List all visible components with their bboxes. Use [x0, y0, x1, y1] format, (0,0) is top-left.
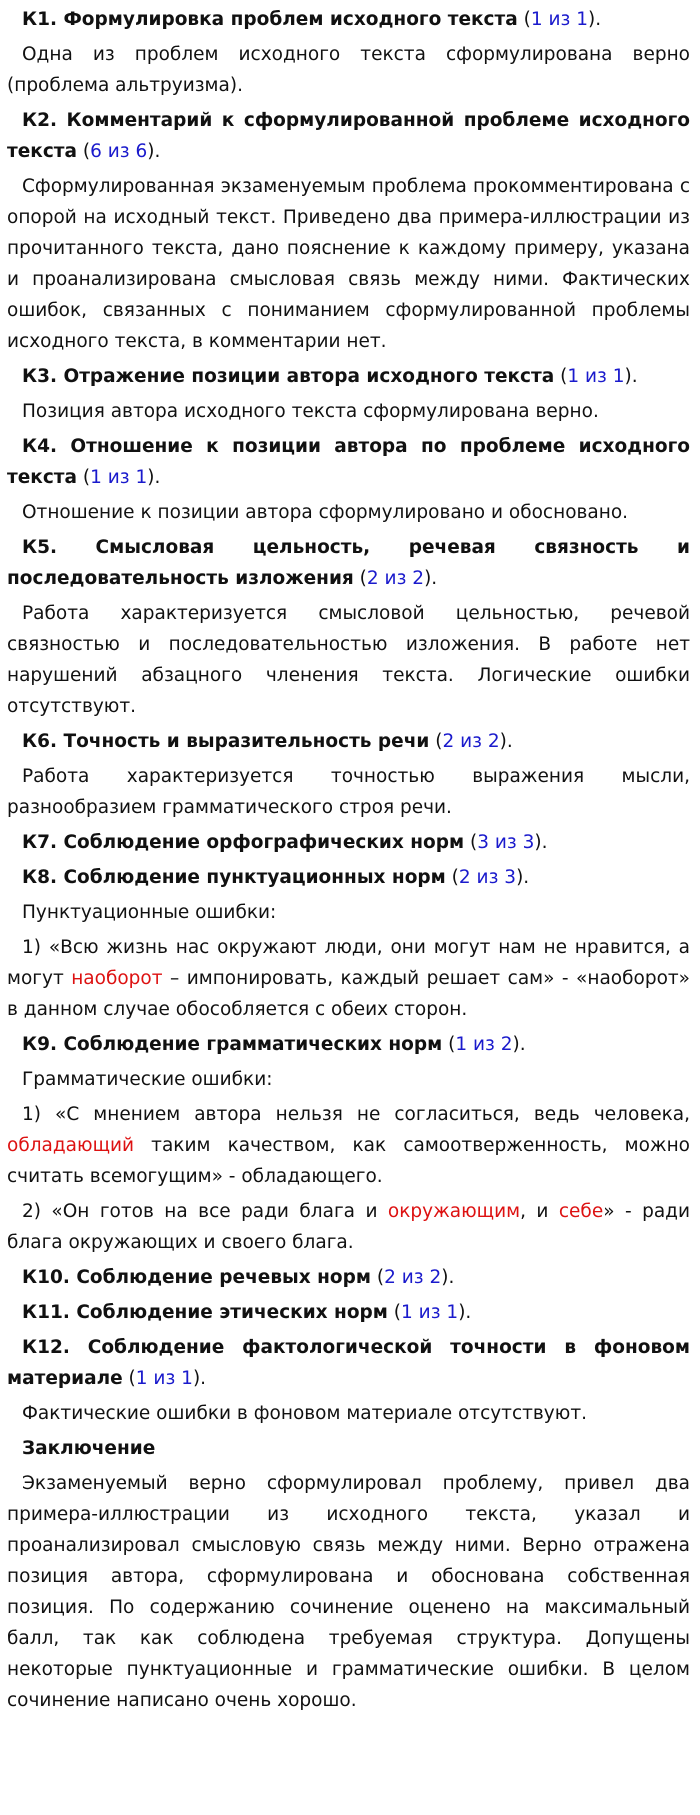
criterion-k3-comment: Позиция автора исходного текста сформулирована верно. [22, 401, 599, 422]
error-highlight: окружающим [387, 1201, 521, 1222]
criterion-k10-heading: К10. Соблюдение речевых норм (2 из 2). [22, 1267, 455, 1288]
criterion-score: 2 из 3 [458, 867, 517, 888]
criterion-title: К8. Соблюдение пунктуационных норм [22, 867, 446, 888]
criterion-k5-comment: Работа характеризуется смысловой цельностью, речевой связностью и последовательностью изложения. В работе нет нарушений абзацного членения текста. Логические ошибки отсутствуют. [7, 603, 690, 717]
error-highlight: наоборот [71, 968, 163, 989]
conclusion-heading [7, 1433, 690, 1464]
criterion-k12-comment: Фактические ошибки в фоновом материале отсутствуют. [22, 1403, 587, 1424]
punctuation-errors-heading: Пунктуационные ошибки: [22, 902, 277, 923]
error-text: 1) «С мнением автора нельзя не согласиться, ведь человека, [22, 1104, 690, 1125]
error-item [7, 1099, 690, 1192]
error-text: 2) «Он готов на все ради блага и [22, 1201, 388, 1222]
criterion-score: 1 из 2 [455, 1034, 513, 1055]
criterion-score: 1 из 1 [567, 366, 625, 387]
error-item [7, 1196, 690, 1258]
conclusion-text: Экзаменуемый верно сформулировал проблему, привел два примера-иллюстрации из исходного текста, указал и проанализировал смысловую связь между ними. Верно отражена позиция автора, сформулирована и обоснована собственная позиция. По содержанию сочинение оценено на максимальный балл, так как соблюдена требуемая структура. Допущены некоторые пунктуационные и грамматические ошибки. В целом сочинение написано очень хорошо. [7, 1473, 690, 1711]
criterion-score: 3 из 3 [477, 832, 535, 853]
criterion-k7-heading: К7. Соблюдение орфографических норм (3 из 3). [22, 832, 548, 853]
criterion-k8-heading: К8. Соблюдение пунктуационных норм (2 из 3). [22, 867, 530, 888]
criterion-k2-comment: Сформулированная экзаменуемым проблема прокомментирована с опорой на исходный текст. Приведено два примера-иллюстрации из прочитанного текста, дано пояснение к каждому примеру, указана и проанализирована смысловая связь между ними. Фактических ошибок, связанных с пониманием сформулированной проблемы исходного текста, в комментарии нет. [7, 176, 690, 352]
criterion-title: К1. Формулировка проблем исходного текста [22, 9, 518, 30]
criterion-title: К9. Соблюдение грамматических норм [22, 1034, 443, 1055]
criterion-title: К4. Отношение к позиции автора по проблеме исходного текста [7, 436, 690, 488]
criterion-score: 1 из 1 [530, 9, 589, 30]
criterion-title: К6. Точность и выразительность речи [22, 731, 430, 752]
criterion-title: К3. Отражение позиции автора исходного текста [22, 366, 555, 387]
criterion-k6-heading: К6. Точность и выразительность речи (2 из 2). [22, 731, 513, 752]
error-text: 1) «Всю жизнь нас окружают люди, они могут нам не нравится, а могут [7, 937, 690, 989]
criterion-title: К2. Комментарий к сформулированной проблеме исходного текста [7, 110, 690, 162]
criterion-k1-comment: Одна из проблем исходного текста сформулирована верно (проблема альтруизма). [7, 44, 690, 96]
conclusion-title: Заключение [22, 1438, 156, 1459]
criterion-k4-comment: Отношение к позиции автора сформулировано и обосновано. [22, 502, 629, 523]
criterion-k1-heading: К1. Формулировка проблем исходного текста (1 из 1). [22, 9, 602, 30]
criterion-score: 2 из 2 [442, 731, 500, 752]
error-text: , и [520, 1201, 559, 1222]
error-item [7, 932, 690, 1025]
criterion-k5-heading: К5. Смысловая цельность, речевая связность и последовательность изложения (2 из 2). [7, 537, 690, 589]
criterion-score: 1 из 1 [90, 467, 148, 488]
criterion-k9-heading: К9. Соблюдение грамматических норм (1 из 2). [22, 1034, 526, 1055]
criterion-title: К11. Соблюдение этических норм [22, 1302, 388, 1323]
criterion-k6-comment: Работа характеризуется точностью выражения мысли, разнообразием грамматического строя речи. [7, 766, 690, 818]
criterion-score: 2 из 2 [384, 1267, 442, 1288]
criterion-score: 1 из 1 [401, 1302, 459, 1323]
criterion-title: К5. Смысловая цельность, речевая связность и последовательность изложения [7, 537, 690, 589]
criterion-k12-heading: К12. Соблюдение фактологической точности в фоновом материале (1 из 1). [7, 1337, 690, 1389]
criterion-score: 6 из 6 [90, 141, 148, 162]
criterion-title: К10. Соблюдение речевых норм [22, 1267, 371, 1288]
error-highlight: обладающий [7, 1135, 135, 1156]
error-highlight: себе [558, 1201, 604, 1222]
criterion-k2-heading: К2. Комментарий к сформулированной проблеме исходного текста (6 из 6). [7, 110, 690, 162]
criterion-k4-heading: К4. Отношение к позиции автора по проблеме исходного текста (1 из 1). [7, 436, 690, 488]
criterion-score: 1 из 1 [135, 1368, 193, 1389]
criterion-score: 2 из 2 [366, 568, 425, 589]
error-text: таким качеством, как самоотверженность, можно считать всемогущим» - обладающего. [7, 1135, 690, 1187]
grammar-errors-heading: Грамматические ошибки: [22, 1069, 273, 1090]
criterion-title: К7. Соблюдение орфографических норм [22, 832, 465, 853]
criterion-k3-heading: К3. Отражение позиции автора исходного текста (1 из 1). [22, 366, 638, 387]
criterion-title: К12. Соблюдение фактологической точности в фоновом материале [7, 1337, 690, 1389]
error-text: – импонировать, каждый решает сам» - «наоборот» в данном случае обособляется с обеих сторон. [7, 968, 690, 1020]
criterion-k11-heading: К11. Соблюдение этических норм (1 из 1). [22, 1302, 472, 1323]
error-text: » - ради блага окружающих и своего блага. [7, 1201, 690, 1253]
